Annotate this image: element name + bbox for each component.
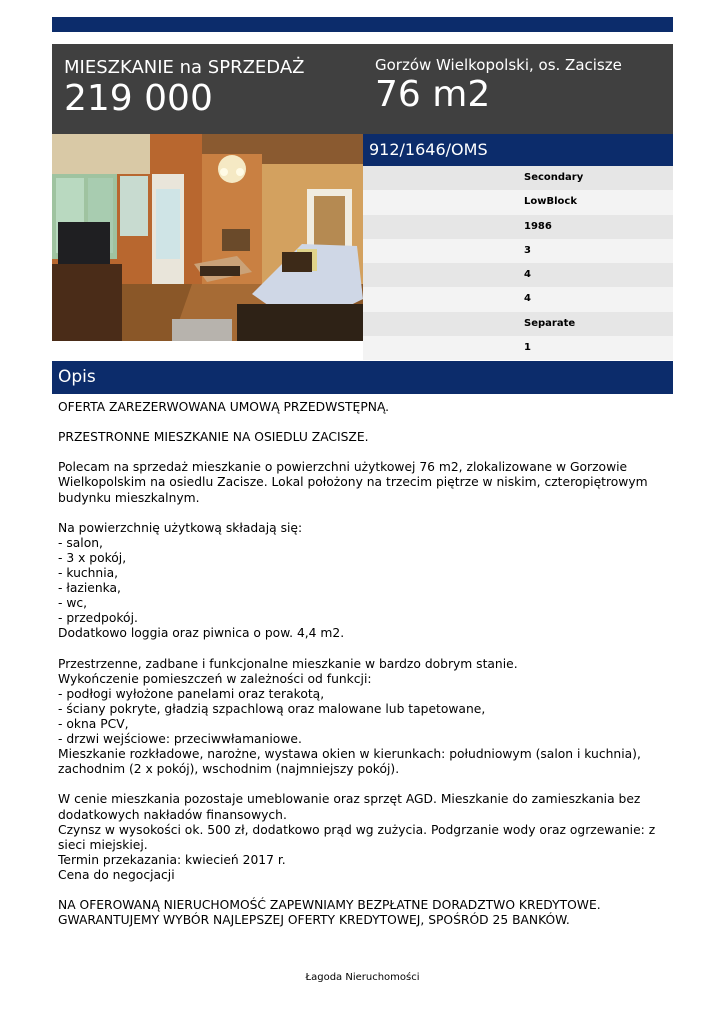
offer-reference-number: 912/1646/OMS bbox=[369, 140, 488, 159]
detail-row bbox=[363, 336, 673, 360]
detail-value: 3 bbox=[524, 244, 531, 256]
detail-row bbox=[363, 287, 673, 311]
listing-type: MIESZKANIE na SPRZEDAŻ bbox=[64, 57, 305, 78]
detail-value: 1 bbox=[524, 342, 531, 354]
listing-area: 76 m2 bbox=[375, 74, 491, 115]
detail-row bbox=[363, 263, 673, 287]
offer-reference-bar bbox=[363, 134, 673, 166]
detail-row bbox=[363, 166, 673, 190]
detail-value: LowBlock bbox=[524, 196, 577, 208]
listing-header bbox=[52, 44, 673, 134]
description-section-header bbox=[52, 361, 673, 394]
footer-agency-name: Łagoda Nieruchomości bbox=[305, 972, 420, 983]
living-room-photo bbox=[52, 134, 363, 341]
property-details-table bbox=[363, 166, 673, 360]
top-accent-bar bbox=[52, 17, 673, 32]
detail-row bbox=[363, 190, 673, 214]
listing-location: Gorzów Wielkopolski, os. Zacisze bbox=[375, 56, 622, 74]
detail-value: Secondary bbox=[524, 172, 584, 183]
detail-row bbox=[363, 215, 673, 239]
detail-value: 1986 bbox=[524, 220, 552, 232]
description-text: OFERTA ZAREZERWOWANA UMOWĄ PRZEDWSTĘPNĄ. PRZESTRONNE MIESZKANIE NA OSIEDLU ZACISZE. Polecam na sprzedaż mieszkanie o powierzchni użytkowej 76 m2, zlokalizowane w Gorzowie Wielkopolskim na osiedlu Zacisze. Lokal położony na trzecim piętrze w niskim, czteropiętrowym budynku mieszkalnym. Na powierzchnię użytkową składają się: - salon, - 3 x pokój, - kuchnia, - łazienka, - wc, - przedpokój. Dodatkowo loggia oraz piwnica o pow. 4,4 m2. Przestrzenne, zadbane i funkcjonalne mieszkanie w bardzo dobrym stanie. Wykończenie pomieszczeń w zależności od funkcji: - podłogi wyłożone panelami oraz terakotą, - ściany pokryte, gładzią szpachlową oraz malowane lub tapetowane, - okna PCV, - drzwi wejściowe: przeciwwłamaniowe. Mieszkanie rozkładowe, narożne, wystawa okien w kierunkach: południowym (salon i kuchnia), zachodnim (2 x pokój), wschodnim (najmniejszy pokój). W cenie mieszkania pozostaje umeblowanie oraz sprzęt AGD. Mieszkanie do zamieszkania bez dodatkowych nakładów finansowych. Czynsz w wysokości ok. 500 zł, dodatkowo prąd wg zużycia. Podgrzanie wody oraz ogrzewanie: z sieci miejskiej. Termin przekazania: kwiecień 2017 r. Cena do negocjacji NA OFEROWANĄ NIERUCHOMOŚĆ ZAPEWNIAMY BEZPŁATNE DORADZTWO KREDYTOWE. GWARANTUJEMY WYBÓR NAJLEPSZEJ OFERTY KREDYTOWEJ, SPOŚRÓD 25 BANKÓW. bbox=[58, 400, 656, 928]
detail-row bbox=[363, 239, 673, 263]
detail-value: 4 bbox=[524, 269, 531, 281]
description-section-title: Opis bbox=[58, 367, 96, 387]
detail-value: Separate bbox=[524, 317, 576, 329]
listing-price: 219 000 bbox=[64, 78, 213, 119]
detail-row bbox=[363, 312, 673, 336]
detail-value: 4 bbox=[524, 293, 531, 305]
property-photo bbox=[52, 134, 363, 341]
